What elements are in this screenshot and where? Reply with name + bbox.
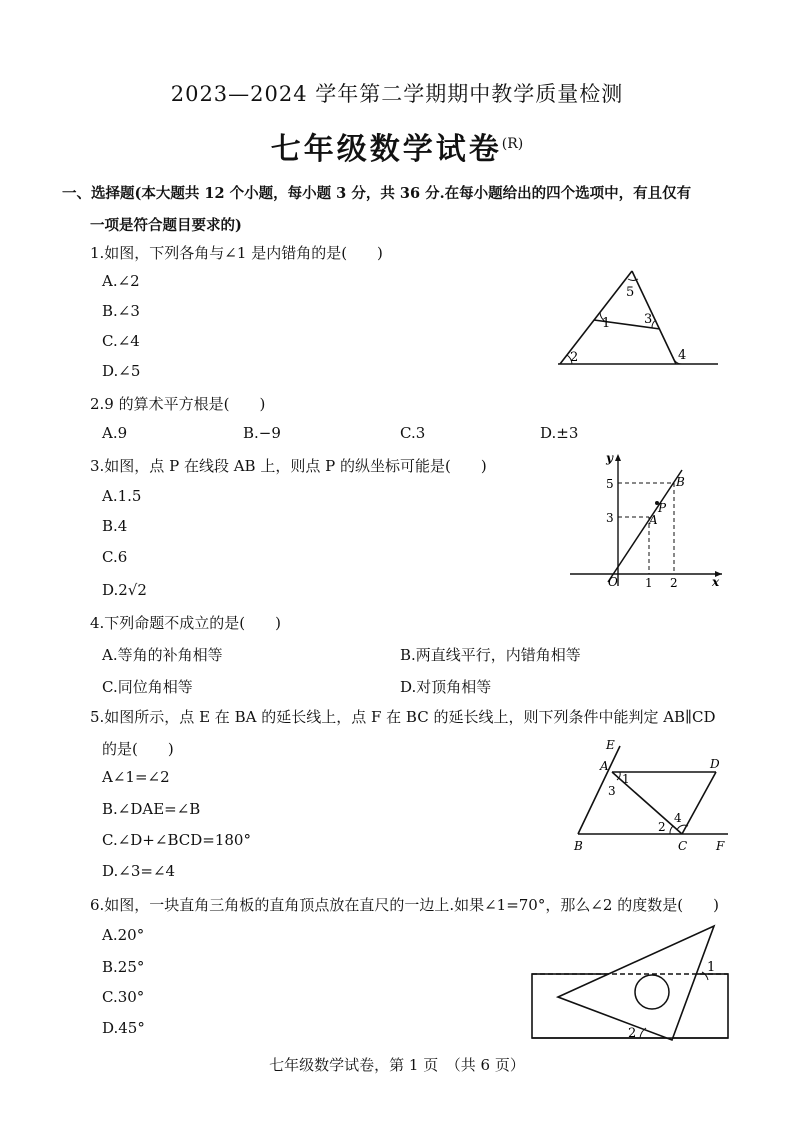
q3-origin-label: O (608, 575, 618, 589)
q5-angle-4: 4 (674, 811, 682, 825)
q1-label-2: 2 (570, 350, 579, 365)
page-footer: 七年级数学试卷，第 1 页 （共 6 页） (269, 1056, 525, 1074)
q4-option-b: B.两直线平行，内错角相等 (400, 646, 581, 664)
q5-angle-1: 1 (622, 772, 630, 786)
title-text: 七年级数学试卷 (270, 132, 502, 167)
section-heading-line1: 一、选择题(本大题共 12 个小题，每小题 3 分，共 36 分.在每小题给出的四个选项中，有且仅有 (62, 185, 692, 202)
q1-option-b: B.∠3 (102, 302, 140, 320)
q5-parallelogram-figure (570, 738, 735, 853)
q3-point-b-label: B (676, 475, 685, 489)
q3-point-a-label: A (649, 513, 658, 527)
q2-option-b: B.−9 (243, 424, 281, 442)
q1-label-3: 3 (644, 312, 653, 327)
q2-stem: 2.9 的算术平方根是( ) (90, 395, 266, 413)
q1-stem: 1.如图，下列各角与∠1 是内错角的是( ) (90, 244, 383, 262)
q2-option-a: A.9 (102, 424, 128, 442)
q3-option-d: D.2√2 (102, 581, 147, 599)
q3-option-b: B.4 (102, 517, 128, 535)
q1-label-1: 1 (602, 316, 611, 331)
q1-option-a: A.∠2 (102, 272, 140, 290)
exam-term: 2023—2024 学年第二学期期中教学质量检测 (170, 82, 624, 106)
q1-label-4: 4 (678, 348, 687, 363)
edition-tag: (R) (501, 136, 524, 152)
q5-angle-2: 2 (658, 820, 666, 834)
q5-label-c: C (678, 839, 688, 853)
q5-label-d: D (710, 757, 720, 771)
q1-triangle-figure (550, 262, 725, 374)
q3-option-a: A.1.5 (102, 487, 142, 505)
q3-option-c: C.6 (102, 548, 128, 566)
q5-option-d: D.∠3=∠4 (102, 862, 176, 880)
q6-option-b: B.25° (102, 958, 145, 976)
exam-title (0, 124, 794, 168)
q6-stem: 6.如图，一块直角三角板的直角顶点放在直尺的一边上.如果∠1=70°，那么∠2 的度数是( ) (90, 896, 719, 914)
q5-stem-line1: 5.如图所示，点 E 在 BA 的延长线上，点 F 在 BC 的延长线上，则下列条件中能判定 AB∥CD (90, 708, 716, 726)
q6-angle-1: 1 (707, 960, 716, 975)
q6-option-c: C.30° (102, 988, 145, 1006)
q6-ruler-triangle-figure (528, 922, 733, 1047)
q5-option-a: A∠1=∠2 (102, 768, 170, 786)
q4-stem: 4.下列命题不成立的是( ) (90, 614, 282, 632)
q6-angle-2: 2 (628, 1026, 637, 1041)
q1-option-c: C.∠4 (102, 332, 140, 350)
q3-tick-x2: 2 (670, 576, 678, 590)
q5-option-b: B.∠DAE=∠B (102, 800, 201, 818)
q3-point-p-label: P (658, 501, 667, 515)
q3-coordinate-figure (570, 450, 730, 590)
q5-stem-line2: 的是( ) (102, 740, 174, 758)
q3-tick-x1: 1 (645, 576, 653, 590)
section-heading-line2: 一项是符合题目要求的) (90, 217, 242, 234)
q6-option-d: D.45° (102, 1019, 145, 1037)
q3-stem: 3.如图，点 P 在线段 AB 上，则点 P 的纵坐标可能是( ) (90, 457, 487, 475)
q4-option-c: C.同位角相等 (102, 678, 193, 696)
q5-label-e: E (606, 738, 615, 752)
q6-option-a: A.20° (102, 926, 145, 944)
q3-tick-y5: 5 (606, 477, 614, 491)
q5-label-b: B (574, 839, 583, 853)
q5-label-a: A (600, 759, 609, 773)
q2-option-c: C.3 (400, 424, 426, 442)
q1-option-d: D.∠5 (102, 362, 141, 380)
q3-x-axis-label: x (712, 575, 720, 589)
q5-angle-3: 3 (608, 784, 616, 798)
q4-option-a: A.等角的补角相等 (102, 646, 223, 664)
q2-option-d: D.±3 (540, 424, 579, 442)
q5-option-c: C.∠D+∠BCD=180° (102, 831, 251, 849)
q4-option-d: D.对顶角相等 (400, 678, 492, 696)
q5-label-f: F (716, 839, 725, 853)
q1-label-5: 5 (626, 285, 635, 300)
q3-tick-y3: 3 (606, 511, 614, 525)
q3-y-axis-label: y (606, 451, 613, 465)
